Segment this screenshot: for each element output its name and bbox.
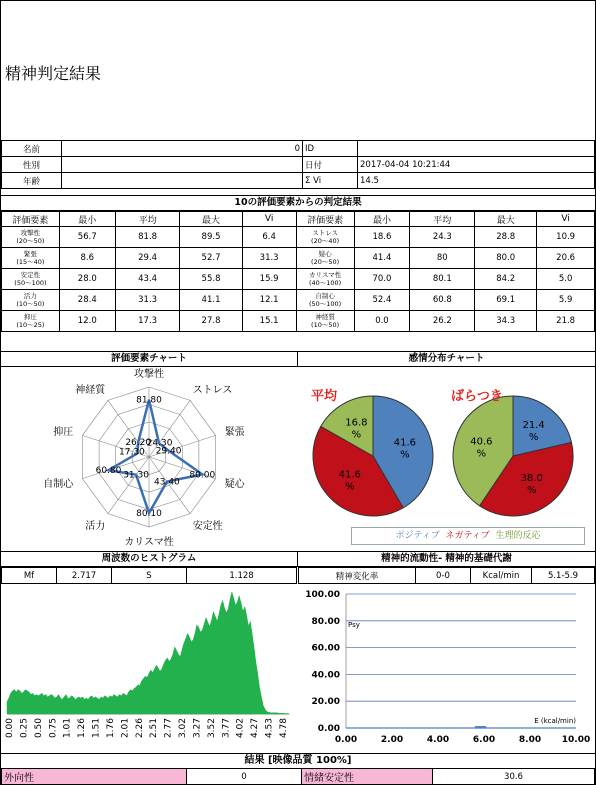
- hist-tick-label: 1.76: [105, 718, 116, 739]
- eval-factor-name: 攻撃性: [20, 229, 41, 237]
- eval-header-cell: 最小: [59, 212, 115, 227]
- eval-factor-name: ストレス: [312, 229, 338, 237]
- eval-vi: 10.9: [537, 227, 595, 248]
- extro-value: 0: [187, 769, 302, 785]
- flow-unit-label: Kcal/min: [471, 568, 532, 584]
- flow-y-tick: 80.00: [311, 616, 340, 627]
- page-title: 精神判定結果: [5, 64, 102, 83]
- hist-tick-label: 0.50: [33, 718, 44, 739]
- eval-row: [2, 290, 595, 311]
- legend-physiological: 生理的反応: [495, 531, 541, 541]
- hist-tick-label: 4.53: [264, 718, 275, 739]
- eval-factor-range: (15～40): [16, 258, 45, 266]
- pie-title-label: 平均: [311, 389, 338, 404]
- radar-axis-label: 自制心: [43, 479, 74, 490]
- eval-table: [1, 211, 595, 332]
- eval-factor-range: (10～25): [16, 321, 45, 329]
- flow-x-tick: 4.00: [426, 735, 450, 745]
- eval-factor: [296, 311, 354, 332]
- legend-negative: ネガティブ: [445, 531, 490, 541]
- eval-avg: 43.4: [115, 269, 180, 290]
- flow-y-tick: 60.00: [311, 643, 340, 654]
- stability-label: 情緒安定性: [302, 769, 433, 785]
- flow-x-tick: 6.00: [472, 735, 496, 745]
- radar-value-label: 29.40: [155, 446, 182, 457]
- flow-stats: [298, 567, 595, 584]
- eval-min: 56.7: [59, 227, 115, 248]
- sigma-label: Σ Vi: [303, 173, 358, 189]
- name-value: 0: [62, 141, 303, 157]
- eval-factor: [296, 227, 354, 248]
- eval-vi: 31.3: [242, 248, 296, 269]
- eval-factor: [296, 269, 354, 290]
- eval-min: 70.0: [354, 269, 410, 290]
- eval-min: 12.0: [59, 311, 115, 332]
- mf-label: Mf: [2, 568, 57, 584]
- eval-vi: 12.1: [242, 290, 296, 311]
- eval-vi: 20.6: [537, 248, 595, 269]
- eval-max: 28.8: [475, 227, 537, 248]
- eval-header-cell: Vi: [537, 212, 595, 227]
- eval-row: [2, 311, 595, 332]
- eval-min: 8.6: [59, 248, 115, 269]
- flow-y-label: Psy: [348, 620, 360, 629]
- eval-avg: 17.3: [115, 311, 180, 332]
- eval-factor-range: (20～50): [16, 237, 45, 245]
- flow-x-label: E (kcal/min): [534, 717, 576, 725]
- flow-y-tick: 100.00: [305, 590, 340, 600]
- eval-factor-name: 安定性: [20, 271, 41, 279]
- eval-factor-name: カリスマ性: [308, 271, 342, 279]
- eval-vi: 15.9: [242, 269, 296, 290]
- flow-x-tick: 8.00: [518, 735, 542, 745]
- eval-factor: [2, 269, 60, 290]
- hist-tick-label: 1.51: [91, 718, 102, 739]
- radar-value-label: 80.00: [189, 470, 216, 481]
- radar-axis-label: 抑圧: [53, 427, 74, 438]
- eval-factor-name: 緊張: [23, 250, 37, 258]
- eval-factor: [2, 248, 60, 269]
- hist-tick-label: 4.27: [250, 718, 261, 739]
- eval-vi: 15.1: [242, 311, 296, 332]
- eval-header-cell: 最大: [180, 212, 242, 227]
- flow-y-tick: 40.00: [311, 670, 340, 681]
- eval-factor-range: (20～50): [311, 258, 340, 266]
- radar-axis-label: 緊張: [224, 427, 245, 438]
- sigma-value: 14.5: [358, 173, 595, 189]
- radar-value-label: 24.30: [146, 438, 173, 449]
- radar-value-label: 17.30: [119, 447, 145, 458]
- eval-row: [2, 227, 595, 248]
- flow-x-tick: 10.00: [561, 735, 591, 745]
- hist-stats: [1, 567, 297, 584]
- hist-tick-label: 3.02: [178, 718, 189, 739]
- radar-axis-label: 活力: [85, 521, 106, 532]
- hist-tick-label: 1.01: [62, 718, 73, 739]
- date-value: 2017-04-04 10:21:44: [358, 157, 595, 173]
- eval-max: 69.1: [475, 290, 537, 311]
- radar-value-label: 60.80: [95, 466, 122, 477]
- flow-title: 精神的流動性- 精神的基礎代謝: [298, 551, 595, 567]
- hist-tick-label: 0.25: [19, 718, 30, 739]
- pie-slice-label: 21.4 %: [522, 420, 545, 444]
- eval-factor-range: (20～40): [311, 237, 340, 245]
- hist-tick-label: 0.00: [5, 718, 15, 739]
- hist-tick-label: 4.78: [279, 718, 289, 739]
- radar-value-label: 81.80: [136, 395, 162, 406]
- eval-row: [2, 248, 595, 269]
- eval-factor: [296, 248, 354, 269]
- eval-vi: 6.4: [242, 227, 296, 248]
- hist-title: 周波数のヒストグラム: [1, 551, 298, 567]
- pie-slice-label: 41.6 %: [338, 469, 361, 493]
- pie-slice-label: 41.6 %: [393, 437, 417, 461]
- hist-tick-label: 2.77: [163, 718, 174, 739]
- s-label: S: [112, 568, 187, 584]
- radar-value-label: 31.30: [123, 470, 149, 481]
- eval-factor-name: 自制心: [315, 292, 335, 300]
- eval-avg: 60.8: [410, 290, 475, 311]
- eval-min: 28.0: [59, 269, 115, 290]
- result-title: 結果 [映像品質 100%]: [1, 753, 595, 769]
- radar-axis-label: 疑心: [224, 479, 245, 490]
- eval-factor-name: 疑心: [318, 250, 332, 258]
- flow-x-tick: 0.00: [334, 735, 358, 745]
- eval-avg: 80.1: [410, 269, 475, 290]
- age-label: 年齢: [2, 173, 62, 189]
- eval-factor-name: 抑圧: [23, 313, 37, 321]
- eval-avg: 31.3: [115, 290, 180, 311]
- age-value: [62, 173, 303, 189]
- gender-label: 性別: [2, 157, 62, 173]
- hist-tick-label: 2.51: [149, 718, 160, 739]
- eval-vi: 5.9: [537, 290, 595, 311]
- eval-max: 52.7: [180, 248, 242, 269]
- radar-value-label: 26.20: [125, 438, 152, 449]
- flow-y-tick: 0.00: [317, 724, 340, 734]
- flow-chart: [298, 584, 595, 750]
- eval-header-cell: Vi: [242, 212, 296, 227]
- eval-factor-name: 神経質: [315, 313, 335, 321]
- pie-charts: [298, 366, 595, 526]
- pie-slice-label: 16.8 %: [345, 417, 368, 441]
- flow-label: 精神変化率: [299, 568, 416, 584]
- eval-header-cell: 平均: [410, 212, 475, 227]
- radar-value-label: 43.40: [154, 477, 180, 488]
- eval-max: 41.1: [180, 290, 242, 311]
- id-label: ID: [303, 141, 358, 157]
- eval-min: 18.6: [354, 227, 410, 248]
- eval-header-cell: 最大: [475, 212, 537, 227]
- pie-legend: [351, 527, 585, 545]
- eval-row: [2, 269, 595, 290]
- hist-tick-label: 2.01: [120, 718, 131, 739]
- radar-title: 評価要素チャート: [1, 351, 298, 367]
- extro-label: 外向性: [2, 769, 187, 785]
- eval-min: 41.4: [354, 248, 410, 269]
- gender-value: [62, 157, 303, 173]
- radar-value-label: 80.10: [136, 509, 162, 520]
- eval-min: 28.4: [59, 290, 115, 311]
- eval-factor-range: (40～100): [308, 279, 342, 287]
- eval-vi: 21.8: [537, 311, 595, 332]
- eval-avg: 80: [410, 248, 475, 269]
- eval-max: 84.2: [475, 269, 537, 290]
- radar-axis-label: ストレス: [192, 385, 233, 396]
- eval-factor-range: (10～50): [16, 300, 45, 308]
- hist-tick-label: 3.77: [221, 718, 232, 739]
- eval-avg: 24.3: [410, 227, 475, 248]
- hist-tick-label: 4.02: [235, 718, 246, 739]
- id-value: [358, 141, 595, 157]
- eval-vi: 5.0: [537, 269, 595, 290]
- eval-min: 0.0: [354, 311, 410, 332]
- eval-max: 55.8: [180, 269, 242, 290]
- radar-axis-label: 神経質: [75, 385, 106, 396]
- pie-title-label: ばらつき: [451, 389, 503, 404]
- eval-header-cell: 最小: [354, 212, 410, 227]
- eval-section-title: 10の評価要素からの判定結果: [1, 195, 595, 211]
- radar-axis-label: 攻撃性: [134, 369, 164, 380]
- eval-max: 80.0: [475, 248, 537, 269]
- radar-axis-label: 安定性: [192, 521, 223, 532]
- eval-factor-name: 活力: [23, 292, 37, 300]
- eval-factor: [2, 290, 60, 311]
- date-label: 日付: [303, 157, 358, 173]
- radar-axis-label: カリスマ性: [124, 537, 174, 546]
- result-table: [1, 768, 595, 785]
- eval-max: 34.3: [475, 311, 537, 332]
- info-table: [1, 140, 595, 189]
- eval-factor-range: (50～100): [14, 279, 47, 287]
- hist-tick-label: 2.26: [134, 718, 145, 739]
- eval-factor: [2, 227, 60, 248]
- eval-avg: 26.2: [410, 311, 475, 332]
- legend-positive: ポジティブ: [395, 531, 440, 541]
- pie-slice-label: 38.0 %: [520, 473, 543, 497]
- flow-y-tick: 20.00: [311, 697, 340, 708]
- hist-tick-label: 3.27: [192, 718, 203, 739]
- mf-value: 2.717: [57, 568, 112, 584]
- eval-header-cell: 平均: [115, 212, 180, 227]
- eval-avg: 29.4: [115, 248, 180, 269]
- s-value: 1.128: [187, 568, 297, 584]
- flow-value: 0-0: [416, 568, 471, 584]
- flow-x-tick: 2.00: [380, 735, 404, 745]
- histogram-chart: [1, 584, 297, 750]
- stability-value: 30.6: [433, 769, 595, 785]
- eval-factor-range: (10～50): [311, 321, 340, 329]
- hist-tick-label: 3.52: [206, 718, 217, 739]
- eval-min: 52.4: [354, 290, 410, 311]
- flow-unit-value: 5.1-5.9: [532, 568, 595, 584]
- eval-header-cell: 評価要素: [296, 212, 354, 227]
- eval-max: 89.5: [180, 227, 242, 248]
- eval-factor-range: (50～100): [308, 300, 342, 308]
- hist-tick-label: 1.26: [77, 718, 88, 739]
- eval-factor: [2, 311, 60, 332]
- hist-area: [7, 592, 289, 714]
- eval-avg: 81.8: [115, 227, 180, 248]
- eval-max: 27.8: [180, 311, 242, 332]
- hist-tick-label: 0.75: [48, 718, 59, 739]
- eval-factor: [296, 290, 354, 311]
- radar-chart: [1, 366, 297, 546]
- pie-slice-label: 40.6 %: [470, 436, 493, 460]
- name-label: 名前: [2, 141, 62, 157]
- pie-title: 感情分布チャート: [298, 351, 595, 367]
- eval-header-cell: 評価要素: [2, 212, 60, 227]
